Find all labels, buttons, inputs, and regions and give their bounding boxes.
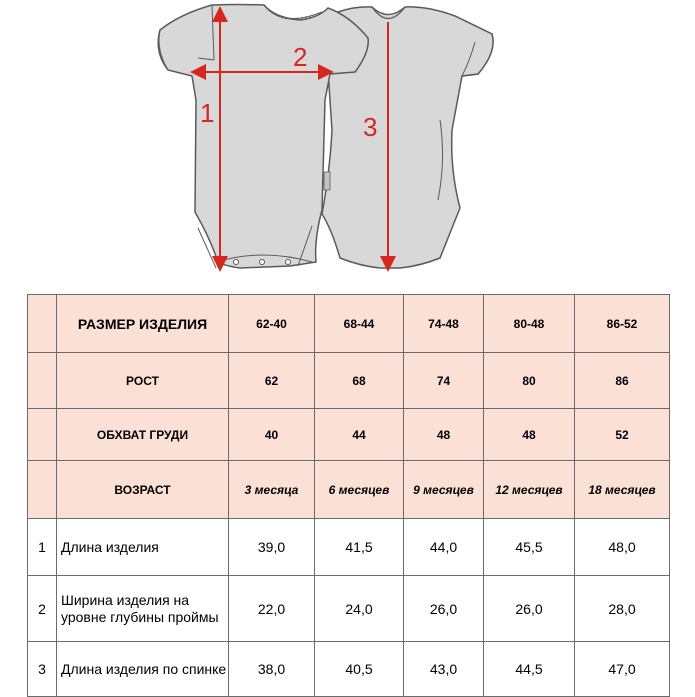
- measurement-value: 47,0: [575, 642, 670, 697]
- measurement-index: 2: [28, 576, 57, 642]
- measurement-value: 41,5: [315, 519, 404, 576]
- measurement-value: 22,0: [229, 576, 315, 642]
- size-value: 68-44: [315, 295, 404, 353]
- empty-cell: [28, 353, 57, 409]
- size-row: [28, 295, 670, 353]
- measurement-row: [28, 642, 670, 697]
- measurement-index: 1: [28, 519, 57, 576]
- measurement-value: 39,0: [229, 519, 315, 576]
- height-value: 80: [484, 353, 575, 409]
- height-row-label: РОСТ: [57, 353, 229, 409]
- age-value: 18 месяцев: [575, 461, 670, 519]
- chest-value: 40: [229, 409, 315, 461]
- bodysuit-illustration: [0, 0, 695, 280]
- measurement-row: [28, 576, 670, 642]
- age-value: 6 месяцев: [315, 461, 404, 519]
- size-row-label: РАЗМЕР ИЗДЕЛИЯ: [57, 295, 229, 353]
- height-value: 86: [575, 353, 670, 409]
- measurement-value: 44,0: [404, 519, 484, 576]
- measurement-value: 26,0: [484, 576, 575, 642]
- size-value: 80-48: [484, 295, 575, 353]
- measure-label-1: 1: [200, 98, 215, 128]
- measurement-value: 48,0: [575, 519, 670, 576]
- chest-value: 48: [404, 409, 484, 461]
- measurement-value: 45,5: [484, 519, 575, 576]
- age-row-label: ВОЗРАСТ: [57, 461, 229, 519]
- measurement-value: 44,5: [484, 642, 575, 697]
- chest-value: 48: [484, 409, 575, 461]
- measurement-index: 3: [28, 642, 57, 697]
- measurement-label: Длина изделия: [57, 519, 229, 576]
- measurement-value: 40,5: [315, 642, 404, 697]
- measurement-value: 43,0: [404, 642, 484, 697]
- chest-row: [28, 409, 670, 461]
- measurement-value: 38,0: [229, 642, 315, 697]
- measurement-value: 26,0: [404, 576, 484, 642]
- age-value: 3 месяца: [229, 461, 315, 519]
- chest-value: 52: [575, 409, 670, 461]
- measurement-label: Ширина изделия на уровне глубины проймы: [57, 576, 229, 642]
- chest-row-label: ОБХВАТ ГРУДИ: [57, 409, 229, 461]
- measurement-value: 24,0: [315, 576, 404, 642]
- height-value: 62: [229, 353, 315, 409]
- size-value: 74-48: [404, 295, 484, 353]
- measure-label-2: 2: [293, 42, 308, 72]
- size-value: 86-52: [575, 295, 670, 353]
- age-row: [28, 461, 670, 519]
- height-row: [28, 353, 670, 409]
- height-value: 68: [315, 353, 404, 409]
- measurement-row: [28, 519, 670, 576]
- empty-cell: [28, 409, 57, 461]
- measurement-label: Длина изделия по спинке: [57, 642, 229, 697]
- measure-label-3: 3: [363, 112, 378, 142]
- chest-value: 44: [315, 409, 404, 461]
- size-chart-table: [27, 294, 670, 697]
- age-value: 9 месяцев: [404, 461, 484, 519]
- size-value: 62-40: [229, 295, 315, 353]
- measurement-value: 28,0: [575, 576, 670, 642]
- empty-cell: [28, 295, 57, 353]
- height-value: 74: [404, 353, 484, 409]
- empty-cell: [28, 461, 57, 519]
- age-value: 12 месяцев: [484, 461, 575, 519]
